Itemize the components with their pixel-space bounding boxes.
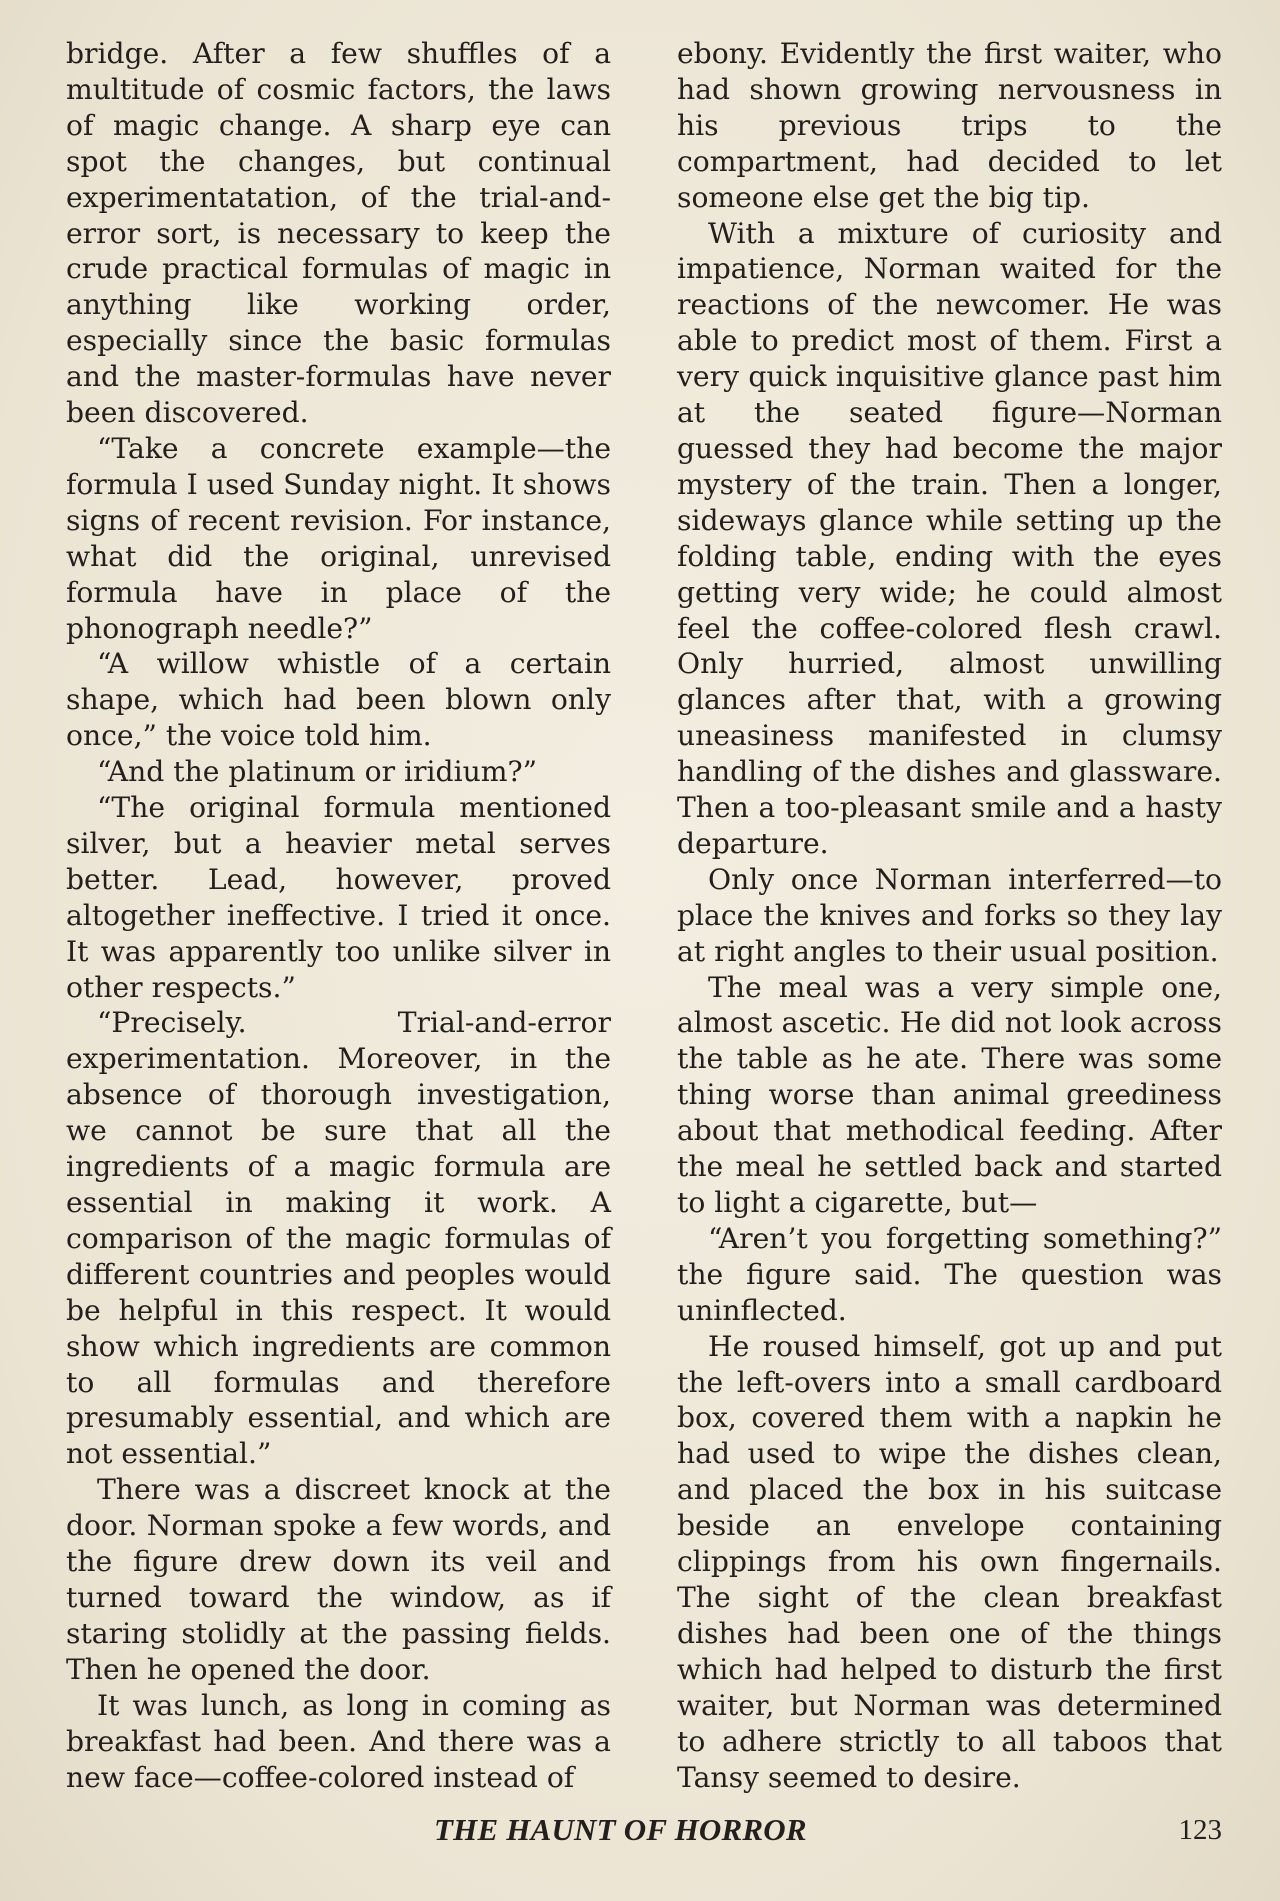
paragraph: It was lunch, as long in coming as breakfast had been. And there was a new face—coffee-colored instead of bbox=[66, 1688, 611, 1794]
paragraph: Only once Norman interferred—to place the knives and forks so they lay at right angles to their usual position. bbox=[677, 862, 1222, 968]
paragraph: “A willow whistle of a certain shape, which had been blown only once,” the voice told him. bbox=[66, 647, 611, 753]
paragraph: With a mixture of curiosity and impatience, Norman waited for the reactions of the newcomer. He was able to predict most of them. First a very quick inquisitive glance past him at the seated figure—Norman guessed they had become the major mystery of the train. Then a longer, sideways glance while setting up the folding table, ending with the eyes getting very wide; he could almost feel the coffee-colored flesh crawl. Only hurried, almost unwilling glances after that, with a growing uneasiness manifested in clumsy handling of the dishes and glassware. Then a too-pleasant smile and a hasty departure. bbox=[677, 216, 1222, 860]
paragraph: ebony. Evidently the first waiter, who had shown growing nervousness in his previous trips to the compartment, had decided to let someone else get the big tip. bbox=[677, 37, 1222, 214]
paragraph: The meal was a very simple one, almost ascetic. He did not look across the table as he ate. There was some thing worse than animal greediness about that methodical feeding. After the meal he settled back and started to light a cigarette, but— bbox=[677, 970, 1222, 1219]
paragraph: “Take a concrete example—the formula I used Sunday night. It shows signs of recent revision. For instance, what did the original, unrevised formula have in place of the phonograph needle?” bbox=[66, 431, 611, 645]
right-column bbox=[677, 36, 1222, 1795]
paragraph: bridge. After a few shuffles of a multitude of cosmic factors, the laws of magic change. A sharp eye can spot the changes, but continual experimentatation, of the trial-and-error sort, is necessary to keep the crude practical formulas of magic in anything like working order, especially since the basic formulas and the master-formulas have never been discovered. bbox=[66, 37, 611, 430]
page-number: 123 bbox=[1178, 1814, 1222, 1846]
magazine-title: THE HAUNT OF HORROR bbox=[434, 1812, 807, 1847]
paragraph: “Aren’t you forgetting something?” the figure said. The question was uninflected. bbox=[677, 1221, 1222, 1327]
paragraph: “Precisely. Trial-and-error experimentation. Moreover, in the absence of thorough investigation, we cannot be sure that all the ingredients of a magic formula are essential in making it work. A comparison of the magic formulas of different countries and peoples would be helpful in this respect. It would show which ingredients are common to all formulas and therefore presumably essential, and which are not essential.” bbox=[66, 1006, 611, 1471]
page-footer bbox=[66, 1810, 1222, 1850]
paragraph: “And the platinum or iridium?” bbox=[97, 755, 537, 789]
paragraph: “The original formula mentioned silver, but a heavier metal serves better. Lead, however, proved altogether ineffective. I tried it once. It was apparently too unlike silver in other respects.” bbox=[66, 791, 611, 1004]
paragraph: He roused himself, got up and put the left-overs into a small cardboard box, covered them with a napkin he had used to wipe the dishes clean, and placed the box in his suitcase beside an envelope containing clippings from his own fingernails. The sight of the clean breakfast dishes had been one of the things which had helped to disturb the first waiter, but Norman was determined to adhere strictly to all taboos that Tansy seemed to desire. bbox=[677, 1329, 1222, 1794]
left-column bbox=[66, 36, 611, 1795]
paragraph: There was a discreet knock at the door. Norman spoke a few words, and the figure drew down its veil and turned toward the window, as if staring stolidly at the passing fields. Then he opened the door. bbox=[66, 1473, 611, 1686]
